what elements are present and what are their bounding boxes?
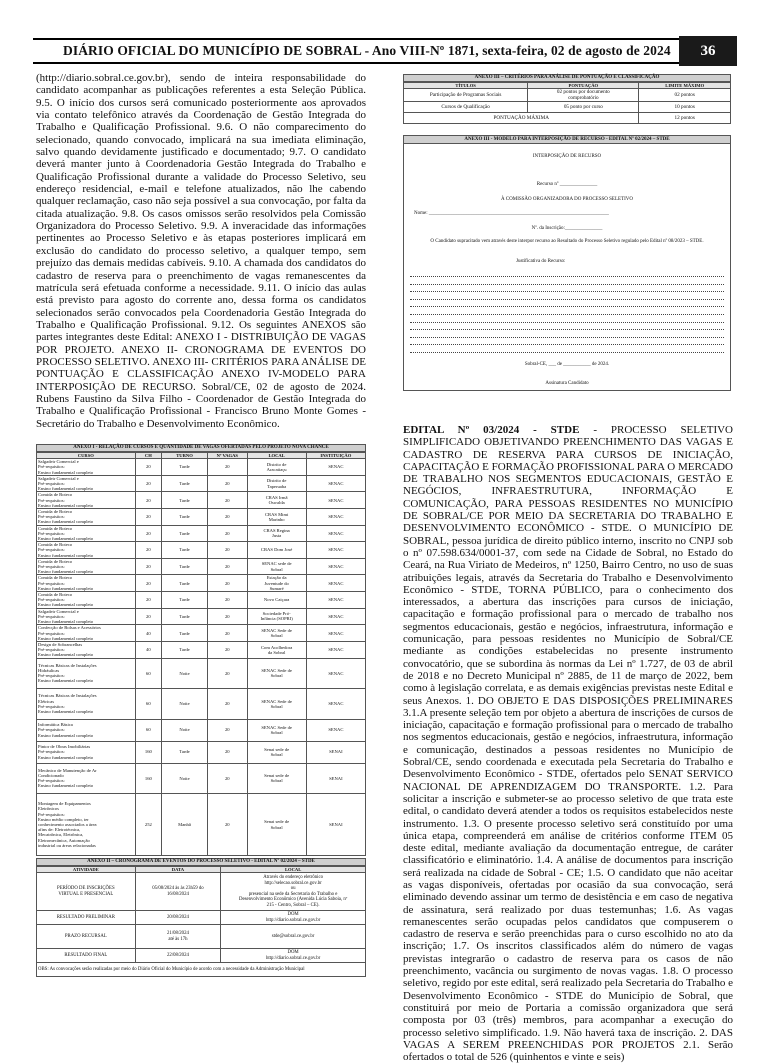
location-cell: Senai sede de Sobral: [247, 741, 306, 763]
institution-cell: SENAC: [306, 625, 365, 642]
hours-cell: 40: [135, 641, 161, 658]
hours-cell: 20: [135, 558, 161, 575]
institution-cell: SENAC: [306, 608, 365, 625]
shift-cell: Tarde: [162, 741, 208, 763]
vacancies-cell: 20: [208, 558, 247, 575]
justification-line: [410, 284, 724, 285]
table-row: [37, 558, 366, 575]
institution-cell: SENAC: [306, 475, 365, 492]
location-cell: Através do endereço eletrônico http://selecao.sobral.ce.gov.br ou presencial na sede da Secretaria do Trabalho e Desenvolvimento Econômico (Avenida Lúcia Saboia, nº 215 - Centro, Sobral – CE).: [221, 873, 366, 911]
column-header: LOCAL: [221, 867, 366, 873]
vacancies-cell: 20: [208, 509, 247, 526]
course-cell: Comida de Boteco Pré-requisitos: Ensino fundamental completo: [37, 509, 136, 526]
hours-cell: 20: [135, 592, 161, 609]
course-cell: Pintor de Obras Imobiliárias Pré-requisitos: Ensino fundamental completo: [37, 741, 136, 763]
column-header: LIMITE MÁXIMO: [639, 83, 731, 89]
table-total-row: [404, 113, 731, 124]
appeal-name-field: Nome: ________________________________________________________________________: [414, 211, 609, 216]
location-cell: Senai sede de Sobral: [247, 763, 306, 794]
institution-cell: SENAC: [306, 641, 365, 658]
column-header: INSTITUIÇÃO: [306, 453, 365, 459]
appeal-form: [403, 135, 731, 391]
justification-line: [410, 306, 724, 307]
table-cell: Participação de Programas Sociais: [404, 89, 528, 102]
course-cell: Comida de Boteco Pré-requisitos: Ensino fundamental completo: [37, 592, 136, 609]
date-cell: 21/08/2024 até às 17h: [135, 925, 221, 949]
table-row: [404, 89, 731, 102]
institution-cell: SENAC: [306, 542, 365, 559]
institution-cell: SENAI: [306, 794, 365, 856]
institution-cell: SENAC: [306, 558, 365, 575]
course-cell: Comida de Boteco Pré-requisitos: Ensino fundamental completo: [37, 542, 136, 559]
shift-cell: Tarde: [162, 575, 208, 592]
location-cell: Com Acolhedora da Sobral: [247, 641, 306, 658]
course-cell: Salgadeir Comercial e Pré-requisitos: Ensino fundamental completo: [37, 475, 136, 492]
table-row: [37, 592, 366, 609]
annex2-table: [36, 858, 366, 977]
shift-cell: Tarde: [162, 509, 208, 526]
appeal-place-date: Sobral-CE, ___ de ___________ de 2024.: [524, 362, 610, 367]
shift-cell: Tarde: [162, 542, 208, 559]
course-cell: Design de Sobrancelhas Pré-requisitos: Ensino fundamental completo: [37, 641, 136, 658]
table-row: [37, 509, 366, 526]
vacancies-cell: 20: [208, 625, 247, 642]
table-row: [37, 873, 366, 911]
annex2-caption: ANEXO II – CRONOGRAMA DE EVENTOS DO PROCESSO SELETIVO - EDITAL Nº 02/2024 – STDE: [36, 858, 366, 866]
location-cell: DOM http://diario.sobral.ce.gov.br: [221, 911, 366, 925]
table-row: [37, 492, 366, 509]
vacancies-cell: 20: [208, 542, 247, 559]
shift-cell: Tarde: [162, 592, 208, 609]
shift-cell: Noite: [162, 689, 208, 720]
hours-cell: 20: [135, 525, 161, 542]
location-cell: SENAC Sede de Sobral: [247, 658, 306, 689]
vacancies-cell: 20: [208, 525, 247, 542]
hours-cell: 252: [135, 794, 161, 856]
hours-cell: 60: [135, 719, 161, 741]
vacancies-cell: 20: [208, 641, 247, 658]
appeal-signature-label: Assinatura Candidato: [545, 381, 589, 386]
shift-cell: Tarde: [162, 525, 208, 542]
annex1-table: [36, 444, 366, 856]
shift-cell: Tarde: [162, 608, 208, 625]
institution-cell: SENAC: [306, 459, 365, 476]
location-cell: stde@sobral.ce.gov.br: [221, 925, 366, 949]
column-header: LOCAL: [247, 453, 306, 459]
column-header: TÍTULOS: [404, 83, 528, 89]
activity-cell: PRAZO RECURSAL: [37, 925, 136, 949]
institution-cell: SENAC: [306, 509, 365, 526]
table-row: [37, 949, 366, 963]
institution-cell: SENAC: [306, 658, 365, 689]
vacancies-cell: 20: [208, 658, 247, 689]
shift-cell: Noite: [162, 658, 208, 689]
justification-line: [410, 299, 724, 300]
shift-cell: Tarde: [162, 641, 208, 658]
table-row: [404, 102, 731, 113]
column-header: DATA: [135, 867, 221, 873]
course-cell: Confecção de Bolsas e Acessórios Pré-requisitos: Ensino fundamental completo: [37, 625, 136, 642]
shift-cell: Tarde: [162, 492, 208, 509]
shift-cell: Tarde: [162, 558, 208, 575]
justification-line: [410, 344, 724, 345]
justification-line: [410, 276, 724, 277]
annex1-caption: ANEXO I - RELAÇÃO DE CURSOS E QUANTIDADE DE VAGAS OFERTADAS PELO PROJETO NOVA CHANCE: [36, 444, 366, 452]
institution-cell: SENAC: [306, 689, 365, 720]
hours-cell: 160: [135, 763, 161, 794]
table-cell: Cursos de Qualificação: [404, 102, 528, 113]
page-header: [33, 38, 737, 64]
location-cell: SENAC sede de Sobral: [247, 558, 306, 575]
right-body-text: [403, 424, 733, 1063]
appeal-registration-field: Nº. da Inscrição:_______________: [531, 226, 603, 231]
hours-cell: 160: [135, 741, 161, 763]
institution-cell: SENAI: [306, 763, 365, 794]
column-header: CURSO: [37, 453, 136, 459]
table-cell: 02 pontos por documento comprobatório: [528, 89, 639, 102]
course-cell: Comida de Boteco Pré-requisitos: Ensino fundamental completo: [37, 492, 136, 509]
shift-cell: Noite: [162, 719, 208, 741]
table-row: [37, 542, 366, 559]
appeal-form-caption: ANEXO III - MODELO PARA INTERPOSIÇÃO DE RECURSO - EDITAL Nº 02/2024 – STDE: [404, 136, 730, 144]
course-cell: Comida de Boteco Pré-requisitos: Ensino fundamental completo: [37, 525, 136, 542]
hours-cell: 40: [135, 625, 161, 642]
date-cell: 22/08/2024: [135, 949, 221, 963]
vacancies-cell: 20: [208, 763, 247, 794]
table-row: [37, 459, 366, 476]
course-cell: Salgadeir Comercial e Pré-requisitos: Ensino fundamental completo: [37, 459, 136, 476]
location-cell: Distrito de Aracatiaçu: [247, 459, 306, 476]
institution-cell: SENAC: [306, 592, 365, 609]
table-row: [37, 763, 366, 794]
table-row: [37, 911, 366, 925]
course-cell: Técnicas Básicas de Instalações Hidráulicas Pré-requisitos: Ensino fundamental completo: [37, 658, 136, 689]
vacancies-cell: 20: [208, 719, 247, 741]
table-row: [37, 719, 366, 741]
table-cell: 05 ponto por curso: [528, 102, 639, 113]
shift-cell: Tarde: [162, 459, 208, 476]
course-cell: Técnicas Básicas de Instalações Elétricas Pré-requisitos: Ensino fundamental completo: [37, 689, 136, 720]
location-cell: CRAS Regina Justa: [247, 525, 306, 542]
appeal-recipient: À COMISSÃO ORGANIZADORA DO PROCESSO SELETIVO: [500, 197, 634, 202]
justification-line: [410, 314, 724, 315]
course-cell: Comida de Boteco Pré-requisitos: Ensino fundamental completo: [37, 575, 136, 592]
justification-line: [410, 337, 724, 338]
table-row: [37, 525, 366, 542]
table-row: [37, 641, 366, 658]
appeal-number: Recurso nº _______________: [536, 182, 598, 187]
location-cell: SENAC Sede de Sobral: [247, 689, 306, 720]
appeal-justification-label: Justificativa do Recurso:: [516, 259, 566, 264]
table-row: [37, 689, 366, 720]
location-cell: Novo Caiçara: [247, 592, 306, 609]
appeal-statement: O Candidato supracitado vem através deste interpor recurso ao Resultado do Processo Seletivo regulado pelo Edital nº 08/2023 – STDE.: [430, 239, 704, 244]
location-cell: SENAC Sede de Sobral: [247, 625, 306, 642]
table-row: [37, 925, 366, 949]
table-note-row: [37, 963, 366, 977]
course-cell: Comida de Boteco Pré-requisitos: Ensino fundamental completo: [37, 558, 136, 575]
page-title: DIÁRIO OFICIAL DO MUNICÍPIO DE SOBRAL - Ano VIII-Nº 1871, sexta-feira, 02 de agosto de 2024: [63, 43, 671, 58]
hours-cell: 20: [135, 608, 161, 625]
hours-cell: 60: [135, 658, 161, 689]
table-cell: 02 pontos: [639, 89, 731, 102]
table-row: [37, 794, 366, 856]
activity-cell: RESULTADO PRELIMINAR: [37, 911, 136, 925]
table-row: [37, 608, 366, 625]
vacancies-cell: 20: [208, 741, 247, 763]
vacancies-cell: 20: [208, 592, 247, 609]
column-header: PONTUAÇÃO: [528, 83, 639, 89]
vacancies-cell: 20: [208, 608, 247, 625]
table-row: [37, 658, 366, 689]
location-cell: Sociedade Pró- Infância (SOPRI): [247, 608, 306, 625]
hours-cell: 20: [135, 492, 161, 509]
activity-cell: RESULTADO FINAL: [37, 949, 136, 963]
hours-cell: 20: [135, 475, 161, 492]
annex3-caption: ANEXO III – CRITÉRIOS PARA ANÁLISE DE PONTUAÇÃO E CLASSIFICAÇÃO: [403, 74, 731, 82]
hours-cell: 60: [135, 689, 161, 720]
left-body-text: (http://diario.sobral.ce.gov.br), sendo de inteira responsabilidade do candidato acompanhar as publicações referentes a esta Seleção Pública. 9.5. O início dos cursos será comunicado posteriormente aos aprovados via contato telefônico através da Coordenação de Gestão Integrada do Trabalho e Qualificação Profissional. 9.6. O não comparecimento do selecionado, quando convocado, implicará na sua imediata eliminação, salvo quando devidamente justificado e documentado; 9.7. O candidato deverá manter junto à Coordenadoria Gestão Integrada do Trabalho e Qualificação Profissional durante a validade do Processo Seletivo, seu endereço residencial, e-mail e telefone atualizados, não lhe cabendo qualquer reclamação, caso não seja possível a sua convocação, por falta da citada atualização. 9.8. Os casos omissos serão resolvidos pela Comissão Organizadora do Processo Seletivo. 9.9. A inveracidade das informações pertinentes ao Processo Seletivo e às etapas posteriores implicará em exclusão do candidato do processo seletivo, a qualquer tempo, sem prejuízo das demais medidas cabíveis. 9.10. A chamada dos candidatos do cadastro de reserva para o preenchimento de vagas remanescentes da matrícula será efetuada conforme a necessidade. 9.11. O início das aulas está previsto para agosto do corrente ano, dessa forma os candidatos selecionados serão convocados pela Coordenadoria Gestão Integrada do Trabalho e Qualificação Profissional. 9.12. Os seguintes ANEXOS são partes integrantes deste Edital: ANEXO I - DISTRIBUIÇÃO DE VAGAS POR PROJETO. ANEXO II- CRONOGRAMA DE EVENTOS DO PROCESSO SELETIVO. ANEXO III- CRITÉRIOS PARA ANÁLISE DE PONTUAÇÃO E CLASSIFICAÇÃO ANEXO IV-MODELO PARA INTERPOSIÇÃO DE RECURSO. Sobral/CE, 02 de agosto de 2024. Rubens Faustino da Silva Filho - Coordenador de Gestão Integrada do Trabalho e Qualificação Profissional - Francisco Bruno Monte Gomes - Secretário do Trabalho e Desenvolvimento Econômico.: [36, 72, 366, 430]
location-cell: SENAC Sede de Sobral: [247, 719, 306, 741]
vacancies-cell: 20: [208, 794, 247, 856]
institution-cell: SENAC: [306, 525, 365, 542]
vacancies-cell: 20: [208, 689, 247, 720]
vacancies-cell: 20: [208, 575, 247, 592]
appeal-form-title: INTERPOSIÇÃO DE RECURSO: [532, 154, 602, 159]
location-cell: Distrito de Taperuaba: [247, 475, 306, 492]
course-cell: Montagem de Equipamentos Eletrônicos Pré-requisitos: Ensino médio completo, ter conhecimento associados a área afins de: Eletrotécnica, Mecatrônica, Eletrônica, Eletromecânica, Automação industrial ou áreas relacionadas: [37, 794, 136, 856]
hours-cell: 20: [135, 542, 161, 559]
column-header: Nº VAGAS: [208, 453, 247, 459]
location-cell: Senai sede de Sobral: [247, 794, 306, 856]
institution-cell: SENAC: [306, 719, 365, 741]
table-row: [37, 475, 366, 492]
location-cell: DOM http://diario.sobral.ce.gov.br: [221, 949, 366, 963]
justification-line: [410, 352, 724, 353]
date-cell: 05/08/2024 às às 23h59 do 16/08/2024: [135, 873, 221, 911]
column-header: CH: [135, 453, 161, 459]
table-row: [37, 625, 366, 642]
course-cell: Mecânico de Manutenção de Ar Condicionado Pré-requisitos: Ensino fundamental completo: [37, 763, 136, 794]
column-header: TURNO: [162, 453, 208, 459]
institution-cell: SENAC: [306, 492, 365, 509]
page-number: 36: [679, 36, 737, 66]
table-row: [37, 575, 366, 592]
total-value: 12 pontos: [639, 113, 731, 124]
table-row: [37, 741, 366, 763]
location-cell: CRAS Dom José: [247, 542, 306, 559]
column-header: ATIVIDADE: [37, 867, 136, 873]
location-cell: CRAS Mimi Marinho: [247, 509, 306, 526]
location-cell: Estação da Juventude do Sumaré: [247, 575, 306, 592]
vacancies-cell: 20: [208, 475, 247, 492]
course-cell: Informática Básica Pré-requisitos: Ensino fundamental completo: [37, 719, 136, 741]
hours-cell: 20: [135, 575, 161, 592]
justification-line: [410, 329, 724, 330]
shift-cell: Tarde: [162, 625, 208, 642]
hours-cell: 20: [135, 459, 161, 476]
shift-cell: Noite: [162, 763, 208, 794]
activity-cell: PERÍODO DE INSCRIÇÕES VIRTUAL E PRESENCIAL: [37, 873, 136, 911]
justification-line: [410, 291, 724, 292]
date-cell: 20/08/2024: [135, 911, 221, 925]
shift-cell: Tarde: [162, 475, 208, 492]
schedule-note: OBS: As convocações serão realizadas por meio do Diário Oficial do Município de acordo com a necessidade da Administração Municipal: [37, 963, 366, 977]
vacancies-cell: 20: [208, 492, 247, 509]
annex3-table: [403, 74, 731, 124]
total-label: PONTUAÇÃO MÁXIMA: [404, 113, 639, 124]
edital-heading: EDITAL Nº 03/2024 - STDE: [403, 424, 580, 436]
institution-cell: SENAC: [306, 575, 365, 592]
vacancies-cell: 20: [208, 459, 247, 476]
justification-line: [410, 322, 724, 323]
hours-cell: 20: [135, 509, 161, 526]
edital-body: - PROCESSO SELETIVO SIMPLIFICADO OBJETIVANDO PREENCHIMENTO DAS VAGAS E CADASTRO DE RESERVA PARA CURSOS DE INICIAÇÃO, CAPACITAÇÃO E FORMAÇÃO PROFISSIONAL PARA O MERCADO DE TRABALHO NOS SEGMENTOS EDUCACIONAIS, GESTÃO E NEGÓCIOS, INFRAESTRUTURA, INFORMAÇÃO E COMUNICAÇÃO, PARA PESSOAS RESIDENTES NO MUNICÍPIO DE SOBRAL/CE POR MEIO DA SECRETARIA DO TRABALHO E DESENVOLVIMENTO ECONÔMICO - STDE. O MUNICÍPIO DE SOBRAL, pessoa jurídica de direito público interno, inscrito no CNPJ sob o nº 07.598.634/0001-37, com sede na Cidade de Sobral, no Estado do Ceará, na Rua Viriato de Medeiros, nº 1250, Bairro Centro, no uso de suas atribuições legais, através da Secretaria do Trabalho e Desenvolvimento Econômico - STDE, TORNA PÚBLICO, para o conhecimento dos interessados, a abertura das inscrições para cursos de iniciação, capacitação e formação profissional para o mercado de trabalho nos segmentos educacionais, gestão e negócios, infraestrutura, informação e comunicação, para pessoas residentes no Município de Sobral/CE mediante as condições estabelecidas no presente instrumento convocatório, que se subordina às normas da Lei nº 1.727, de 03 de abril de 2018 e no Decreto Municipal nº 2885, de 11 de março de 2022, bem como à legislação correlata, e as demais exigências previstas neste Edital e seus Anexos. 1. DO OBJETO E DAS DISPOSIÇÕES PRELIMINARES 3.1.A presente seleção tem por objeto a abertura de inscrições de cursos de iniciação, capacitação e formação profissional para o mercado de trabalho nos segmentos educacionais, gestão e negócios, infraestrutura, informação e comunicação, destinados a pessoas residentes no Município de Sobral/CE, sendo coordenada e executada pela Secretaria do Trabalho e Desenvolvimento Econômico - STDE, ofertados pelo SENAT SERVICO NACIONAL DE APRENDIZAGEM DO TRANSPORTE. 1.2. Para solicitar a inscrição e submeter-se ao processo seletivo de que trata este edital, o candidato deverá atender a todos os requisitos estabelecidos neste instrumento. 1.3. O presente processo seletivo será constituído por uma única etapa, compreenderá em análise de critérios conforme ITEM 05 deste edital, mediante avaliação da documentação entregue, de caráter classificatório e eliminatório. 1.4. A análise de documentos para inscrição será realizada na cidade de Sobral - CE; 1.5. O candidato que não aceitar as vagas disponíveis, ofertadas por ocasião da sua convocação, será eliminado devendo assinar um termo de desistência e em caso de negativa de assinatura, será realizado por duas testemunhas; 1.6. As vagas remanescentes serão ocupadas pelos candidatos que compuserem o cadastro de reserva e serão preenchidas para o curso escolhido no ato da inscrição; 1.7. Os inscritos classificados além do número de vagas previstas integrarão o cadastro de reserva para os casos de não preenchimento, vacância ou surgimento de novas vagas. 1.8. O processo seletivo, regido por este edital, será realizado pela Secretaria do Trabalho e Desenvolvimento Econômico - STDE do Município de Sobral, que constituirá por meio de Portaria a comissão organizadora que será composta por 03 (três) membros, para acompanhar a execução do processo seletivo simplificado. 1.9. Não haverá taxa de inscrição. 2. DAS VAGAS A SEREM PREENCHIDAS POR PROJETOS 2.1. Serão ofertados o total de 526 (quinhentos e vinte e seis): [403, 424, 733, 1063]
location-cell: CRAS Irmã Oswalda: [247, 492, 306, 509]
institution-cell: SENAI: [306, 741, 365, 763]
course-cell: Salgadeir Comercial e Pré-requisitos: Ensino fundamental completo: [37, 608, 136, 625]
table-cell: 10 pontos: [639, 102, 731, 113]
shift-cell: Manhã: [162, 794, 208, 856]
